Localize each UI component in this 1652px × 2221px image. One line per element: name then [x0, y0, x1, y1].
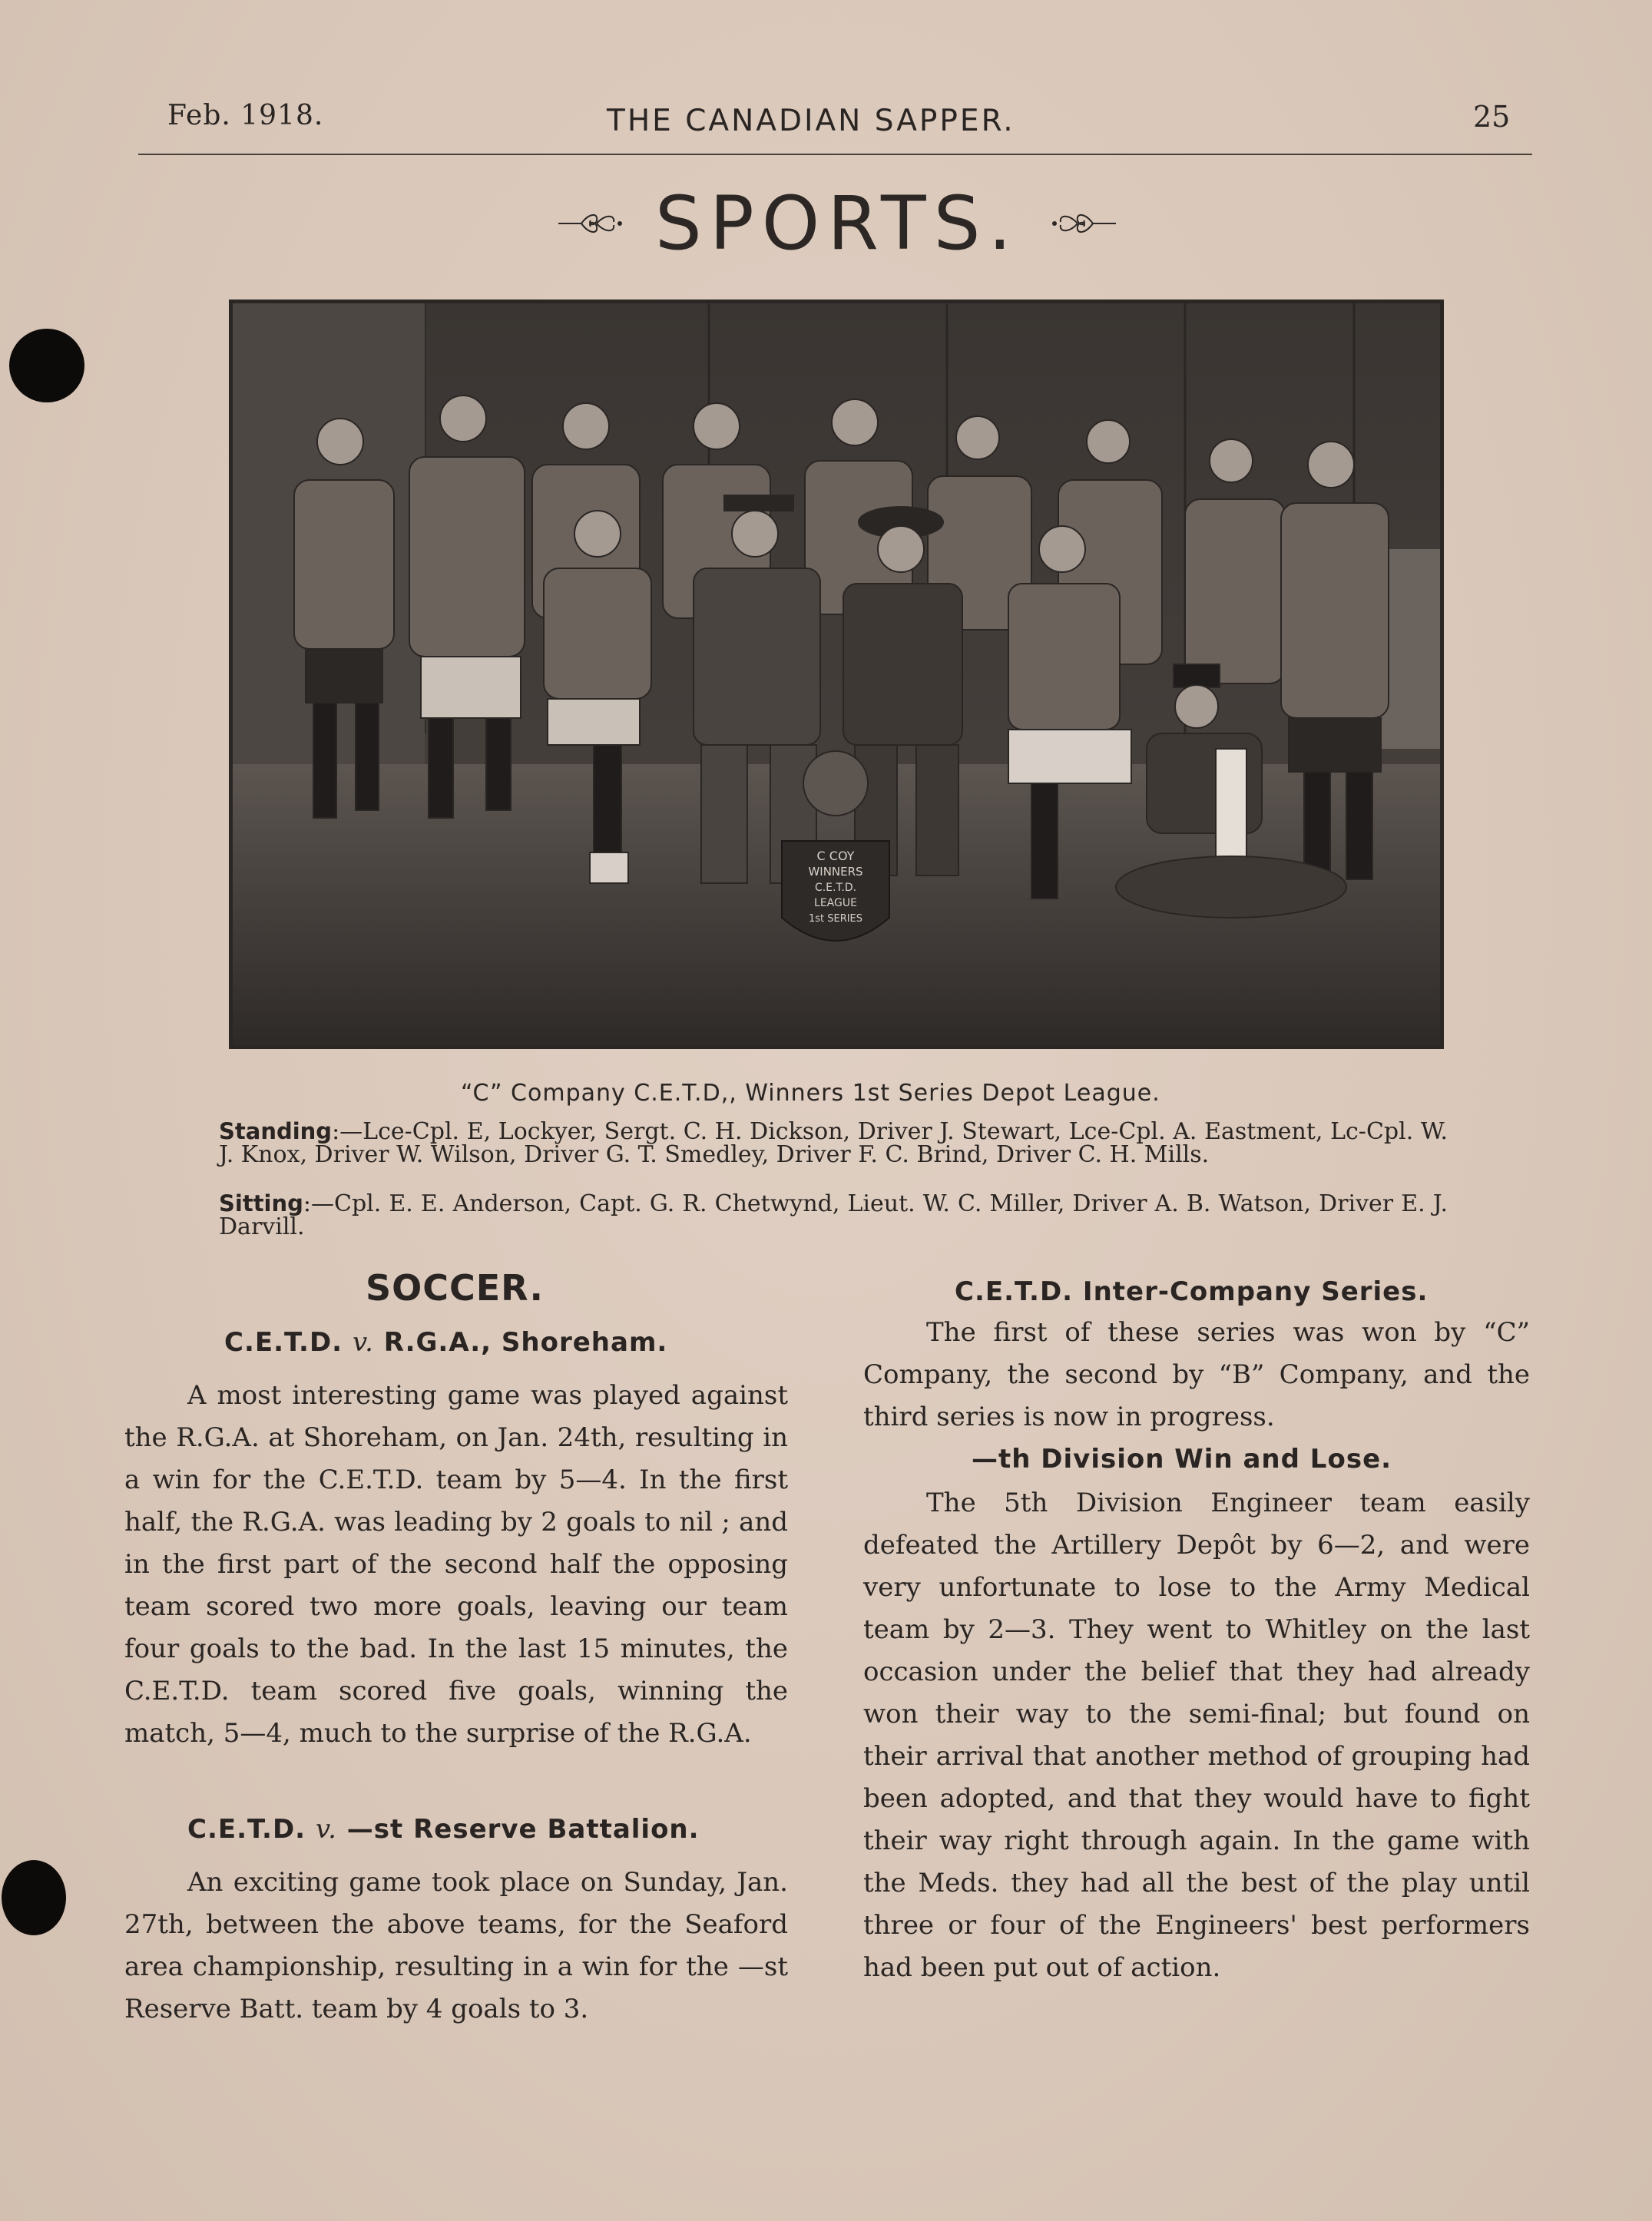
sitting-label: Sitting: [219, 1190, 303, 1216]
division-body: [863, 1482, 1530, 1989]
team-photo-icon: [233, 303, 1440, 1045]
team-b: R.G.A., Shoreham.: [383, 1327, 668, 1358]
right-ornament-icon: [1045, 208, 1116, 239]
publication-title: THE CANADIAN SAPPER.: [607, 104, 1015, 138]
team-photograph: [229, 300, 1444, 1049]
division-heading: —th Division Win and Lose.: [972, 1444, 1392, 1475]
standing-names: :—Lce-Cpl. E, Lockyer, Sergt. C. H. Dickson, Driver J. Stewart, Lce-Cpl. A. Eastment, Lc-Cpl. W. J. Knox, Driver W. Wilson, Driver G. T. Smedley, Driver F. C. Brind, Driver C. H. Mills.: [219, 1118, 1448, 1168]
ball-text-line: C.E.T.D.: [814, 882, 857, 894]
ball-text-line: LEAGUE: [814, 897, 857, 909]
article-heading-rga: [224, 1327, 667, 1358]
issue-date: Feb. 1918.: [167, 100, 324, 131]
team-a: C.E.T.D.: [187, 1814, 306, 1845]
article-text: The 5th Division Engineer team easily defeated the Artillery Depôt by 6—2, and were very unfortunate to lose to the Army Medical team by 2—3. They went to Whitley on the last occasion under the belief that they had already won their way to the semi-final; but found on their arrival that another method of grouping had been adopted, and that they would have to fight their way right through again. In the game with the Meds. they had all the best of the play until three or four of the Engineers' best performers had been put out of action.: [863, 1488, 1530, 1983]
article-body-reserve: [124, 1862, 788, 2031]
ball-text-line: WINNERS: [808, 865, 863, 879]
ball-text-line: C COY: [816, 849, 855, 863]
article-heading-reserve: [187, 1814, 700, 1845]
article-text: A most interesting game was played against the R.G.A. at Shoreham, on Jan. 24th, resulting in a win for the C.E.T.D. team by 5—4. In the first half, the R.G.A. was leading by 2 goals to nil ; and in the first part of the second half the opposing team scored two more goals, leaving our team four goals to the bad. In the last 15 minutes, the C.E.T.D. team scored five goals, winning the match, 5—4, much to the surprise of the R.G.A.: [124, 1380, 788, 1749]
article-body-rga: [124, 1375, 788, 1755]
versus: v.: [315, 1814, 337, 1845]
article-text: The first of these series was won by “C” Company, the second by “B” Company, and the third series is now in progress.: [863, 1317, 1530, 1432]
article-text: An exciting game took place on Sunday, Jan. 27th, between the above teams, for the Seaford area championship, resulting in a win for the —st Reserve Batt. team by 4 goals to 3.: [124, 1867, 788, 2024]
sitting-roster: [219, 1192, 1448, 1239]
trophy-ball-icon: [782, 841, 889, 941]
standing-label: Standing: [219, 1118, 333, 1144]
punch-hole-bottom: [2, 1860, 66, 1935]
standing-roster: [219, 1120, 1448, 1167]
team-b: —st Reserve Battalion.: [346, 1814, 700, 1845]
versus: v.: [352, 1327, 374, 1358]
inter-company-heading: C.E.T.D. Inter-Company Series.: [955, 1276, 1429, 1307]
ball-text-line: 1st SERIES: [808, 913, 863, 925]
sitting-names: :—Cpl. E. E. Anderson, Capt. G. R. Chetwynd, Lieut. W. C. Miller, Driver A. B. Watson, Driver E. J. Darvill.: [219, 1190, 1448, 1240]
soccer-heading: SOCCER.: [366, 1267, 544, 1309]
header-rule: [138, 154, 1532, 155]
section-title: SPORTS.: [654, 180, 1020, 266]
inter-company-body: [863, 1312, 1530, 1438]
left-ornament-icon: [558, 208, 629, 239]
punch-hole-top: [9, 329, 84, 402]
photo-caption-title: “C” Company C.E.T.D,, Winners 1st Series Depot League.: [461, 1080, 1160, 1107]
page-number: 25: [1473, 100, 1511, 134]
team-a: C.E.T.D.: [224, 1327, 343, 1358]
section-title-block: [507, 181, 1167, 266]
